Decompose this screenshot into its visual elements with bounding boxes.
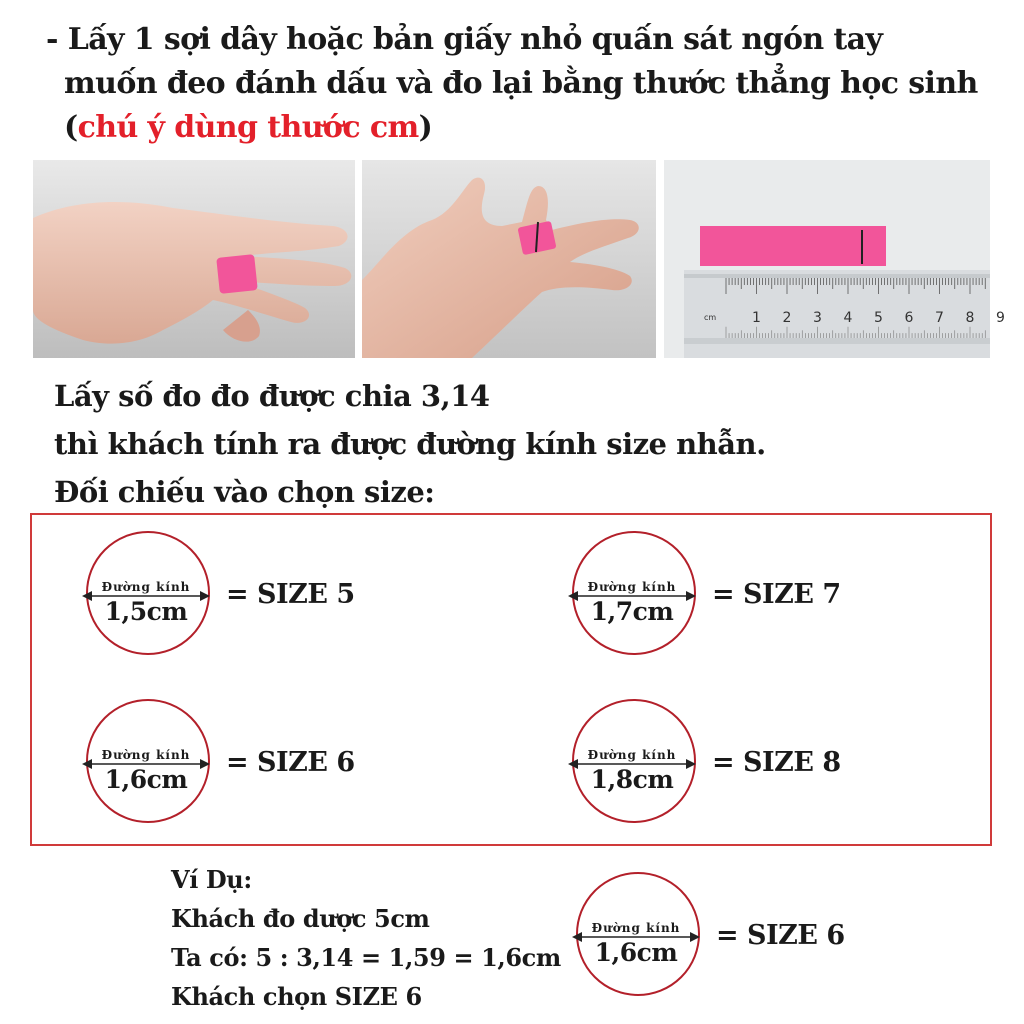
intro-line-1: - Lấy 1 sợi dây hoặc bản giấy nhỏ quấn sát ngón tay <box>46 22 883 57</box>
ruler-number: 9 <box>996 310 1005 326</box>
ruler-unit-label: cm <box>704 313 717 322</box>
ruler-number: 6 <box>904 310 914 326</box>
size-result: = SIZE 7 <box>712 578 841 610</box>
diameter-value: 1,6cm <box>594 938 678 967</box>
diameter-value: 1,8cm <box>590 765 674 794</box>
diameter-circle <box>566 531 698 663</box>
diameter-label: Đường kính <box>101 748 191 762</box>
example-choice: Khách chọn SIZE 6 <box>171 982 422 1011</box>
ruler-number: 1 <box>752 310 761 326</box>
example-size-item <box>570 872 845 1004</box>
ruler-number: 8 <box>965 310 975 326</box>
ruler-number: 3 <box>813 310 822 326</box>
example-text <box>171 860 561 1016</box>
diameter-value: 1,5cm <box>104 597 188 626</box>
diameter-label: Đường kính <box>101 580 191 594</box>
cm-ruler-note: chú ý dùng thước cm <box>77 110 419 145</box>
diameter-circle <box>80 531 212 663</box>
diameter-value: 1,7cm <box>590 597 674 626</box>
ruler-number: 7 <box>935 310 944 326</box>
size-result: = SIZE 6 <box>226 746 355 778</box>
photo-hand-back-with-band <box>33 160 355 358</box>
instructions-text <box>54 372 766 516</box>
diameter-label: Đường kính <box>587 580 677 594</box>
diameter-label: Đường kính <box>591 921 681 935</box>
instruction-divide: Lấy số đo đo được chia 3,14 <box>54 379 490 413</box>
instruction-compare: Đối chiếu vào chọn size: <box>54 475 435 509</box>
diameter-label: Đường kính <box>587 748 677 762</box>
diameter-circle <box>80 699 212 831</box>
size-item-5 <box>80 531 355 663</box>
example-title: Ví Dụ: <box>171 865 252 894</box>
diameter-value: 1,6cm <box>104 765 188 794</box>
size-result: = SIZE 5 <box>226 578 355 610</box>
photo-strip-on-ruler <box>664 160 1005 358</box>
ruler-numbers <box>752 310 1005 326</box>
size-item-7 <box>566 531 841 663</box>
ruler-number: 2 <box>782 310 792 326</box>
instruction-diameter: thì khách tính ra được đường kính size nhẫn. <box>54 427 766 461</box>
size-result: = SIZE 8 <box>712 746 841 778</box>
size-item-6 <box>80 699 355 831</box>
size-result: = SIZE 6 <box>716 919 845 951</box>
example-calculation: Ta có: 5 : 3,14 = 1,59 = 1,6cm <box>171 943 561 972</box>
example-measure: Khách đo dược 5cm <box>171 904 430 933</box>
diameter-circle <box>570 872 702 1004</box>
intro-line-2: muốn đeo đánh dấu và đo lại bằng thước thẳng học sinh <box>64 66 978 101</box>
diameter-circle <box>566 699 698 831</box>
intro-text <box>46 18 1016 150</box>
intro-line-3: (chú ý dùng thước cm) <box>64 110 433 145</box>
size-item-8 <box>566 699 841 831</box>
ruler-number: 5 <box>874 310 883 326</box>
photo-palm-with-marked-band <box>362 160 656 358</box>
ruler-number: 4 <box>843 310 853 326</box>
